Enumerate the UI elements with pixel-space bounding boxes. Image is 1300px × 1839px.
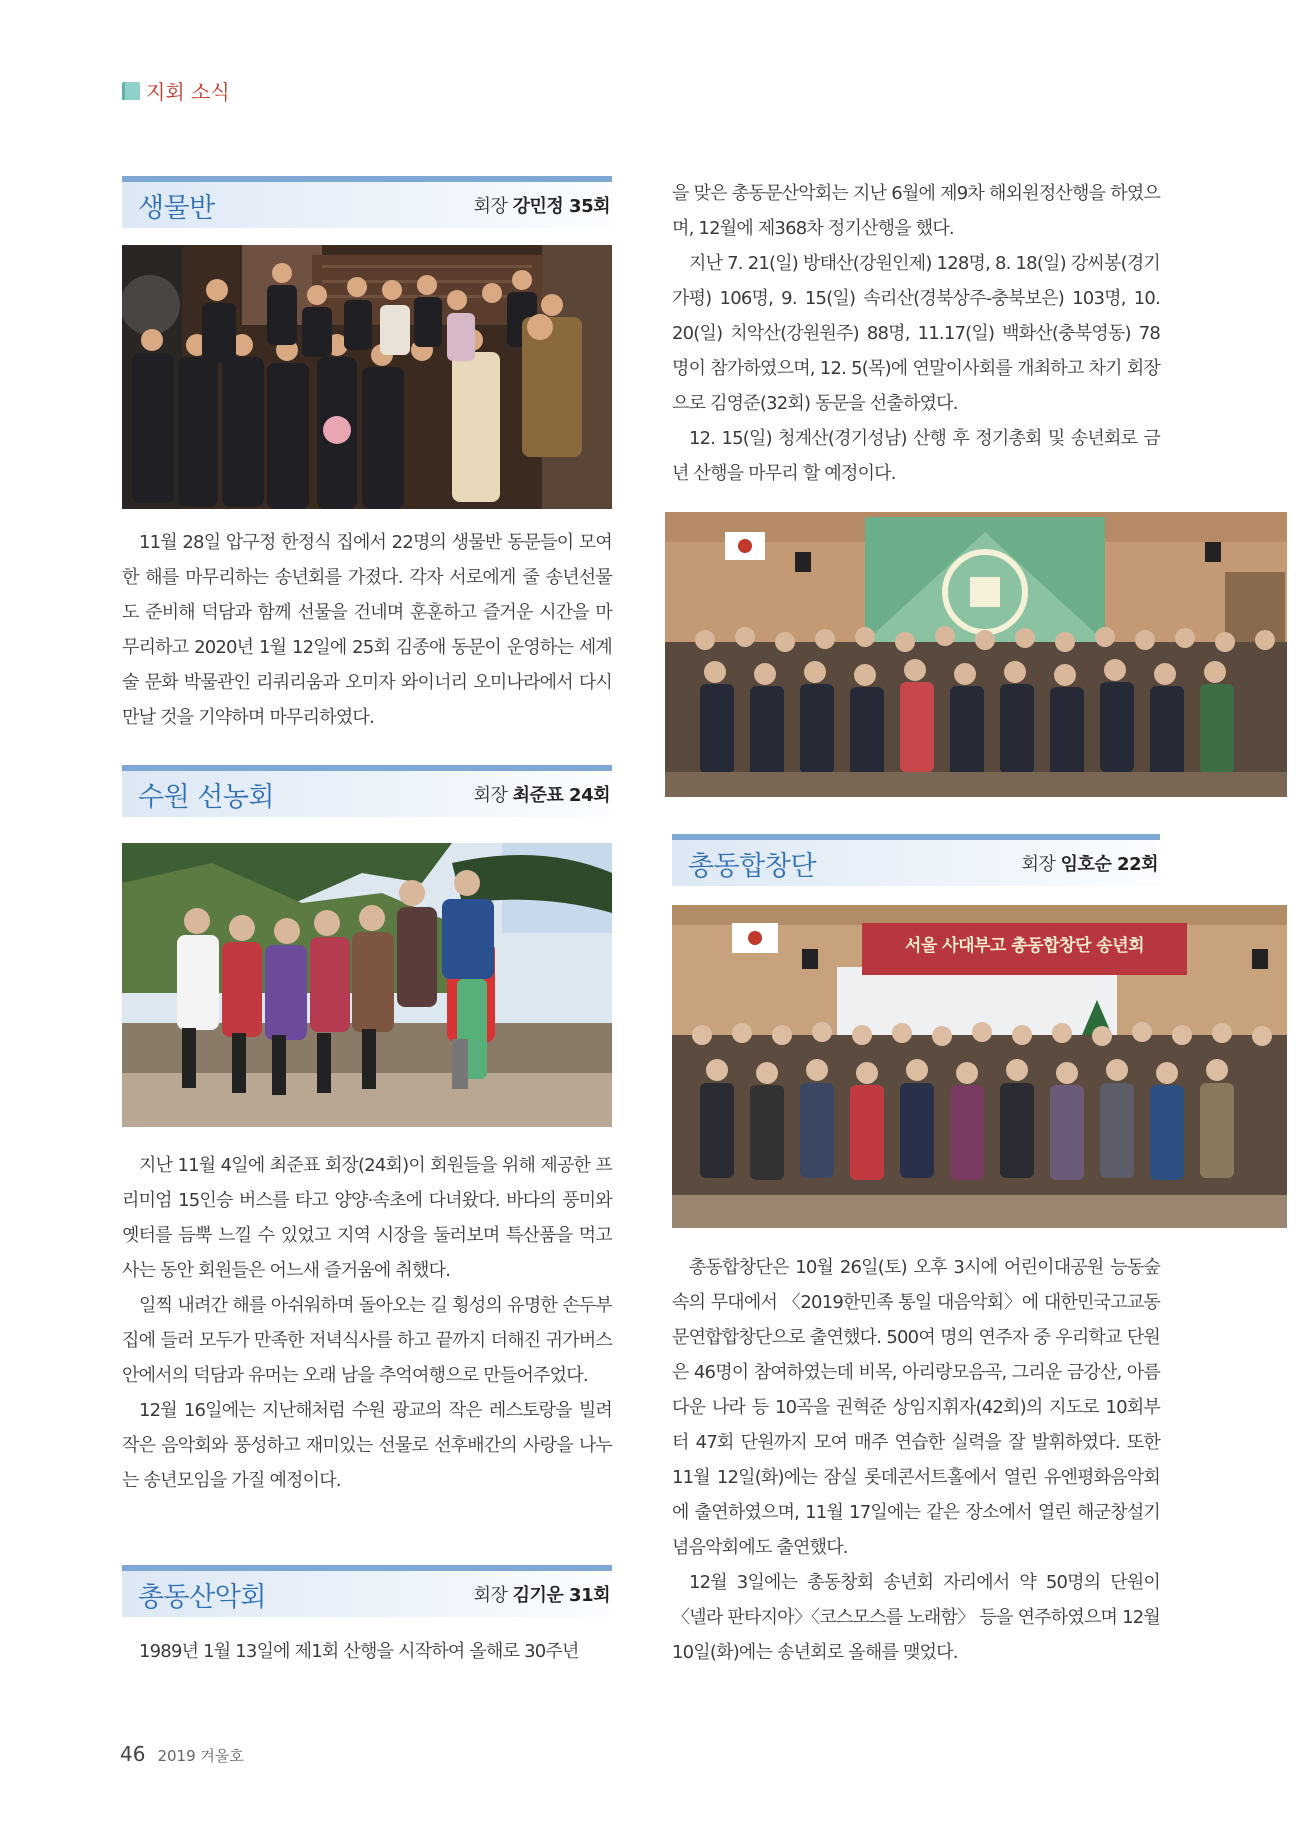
issue-label: 2019 겨울호 [157, 1747, 244, 1765]
section-president [474, 1581, 612, 1607]
president-name: 최준표 24회 [512, 785, 610, 806]
paragraph: 지난 11월 4일에 최준표 회장(24회)이 회원들을 위해 제공한 프리미엄 15인승 버스를 타고 양양·속초에 다녀왔다. 바다의 풍미와 옛터를 듬뿍 느낄 수 있었고 지역 시장을 둘러보며 특산품을 먹고 사는 동안 회원들은 어느새 즐거움에 취했다. [122, 1155, 612, 1281]
section-header-choir [672, 834, 1160, 886]
section-president [474, 192, 612, 218]
body-text-bio [122, 525, 612, 735]
section-title: 총동산악회 [138, 1581, 266, 1613]
president-name: 강민정 35회 [512, 196, 610, 217]
body-text-suwon [122, 1148, 612, 1498]
paragraph: 1989년 1월 13일에 제1회 산행을 시작하여 올해로 30주년 [139, 1641, 579, 1662]
body-text-sanak-start [122, 1634, 612, 1669]
president-name: 김기운 31회 [512, 1585, 610, 1606]
paragraph: 12. 15(일) 청계산(경기성남) 산행 후 정기총회 및 송년회로 금년 산행을 마무리 할 예정이다. [672, 428, 1160, 484]
photo-choir-group [672, 905, 1287, 1228]
president-label: 회장 [1021, 854, 1056, 875]
section-header-bio [122, 176, 612, 228]
section-label [122, 76, 230, 105]
section-header-suwon [122, 765, 612, 817]
body-text-choir [672, 1250, 1160, 1670]
paragraph: 12월 16일에는 지난해처럼 수원 광교의 작은 레스토랑을 빌려 작은 음악회와 풍성하고 재미있는 선물로 선후배간의 사랑을 나누는 송년모임을 가질 예정이다. [122, 1400, 612, 1491]
page-footer [120, 1742, 244, 1766]
section-title: 생물반 [138, 192, 215, 224]
paragraph: 을 맞은 총동문산악회는 지난 6월에 제9차 해외원정산행을 하였으며, 12월에 제368차 정기산행을 했다. [672, 183, 1160, 239]
book-icon [122, 82, 140, 100]
section-title: 총동합창단 [688, 850, 816, 882]
paragraph: 지난 7. 21(일) 방태산(강원인제) 128명, 8. 18(일) 강씨봉(경기가평) 106명, 9. 15(일) 속리산(경북상주-충북보은) 103명, 10. 20(일) 치악산(강원원주) 88명, 11.17(일) 백화산(충북영동) 78명이 참가하였으며, 12. 5(목)에 연말이사회를 개최하고 차기 회장으로 김영준(32회) 동문을 선출하였다. [672, 253, 1160, 414]
photo-bio-group [122, 245, 612, 509]
paragraph: 일찍 내려간 해를 아쉬워하며 돌아오는 길 횡성의 유명한 손두부집에 들러 모두가 만족한 저녁식사를 하고 끝까지 더해진 귀가버스 안에서의 덕담과 유머는 오래 남을 추억여행으로 만들어주었다. [122, 1295, 612, 1386]
president-name: 임호순 22회 [1060, 854, 1158, 875]
choir-banner-text: 서울 사대부고 총동합창단 송년회 [904, 936, 1145, 956]
photo-sanak-group [665, 512, 1287, 797]
president-label: 회장 [473, 196, 508, 217]
body-text-sanak-continued [672, 176, 1160, 491]
section-label-text: 지회 소식 [146, 80, 230, 104]
section-title: 수원 선농회 [138, 781, 274, 813]
section-president [474, 781, 612, 807]
photo-suwon-group [122, 843, 612, 1127]
president-label: 회장 [473, 785, 508, 806]
president-label: 회장 [473, 1585, 508, 1606]
paragraph: 11월 28일 압구정 한정식 집에서 22명의 생물반 동문들이 모여 한 해를 마무리하는 송년회를 가졌다. 각자 서로에게 줄 송년선물도 준비해 덕담과 함께 선물을 건네며 훈훈하고 즐거운 시간을 마무리하고 2020년 1월 12일에 25회 김종애 동문이 운영하는 세계 술 문화 박물관인 리쿼리움과 오미자 와이너리 오미나라에서 다시 만날 것을 기약하며 마무리하였다. [122, 532, 612, 728]
section-header-sanak [122, 1565, 612, 1617]
page-number: 46 [120, 1742, 146, 1766]
paragraph: 12월 3일에는 총동창회 송년회 자리에서 약 50명의 단원이 〈넬라 판타지아〉〈코스모스를 노래함〉 등을 연주하였으며 12월 10일(화)에는 송년회로 올해를 맺었다. [672, 1572, 1160, 1663]
paragraph: 총동합창단은 10월 26일(토) 오후 3시에 어린이대공원 능동숲속의 무대에서 〈2019한민족 통일 대음악회〉에 대한민국고교동문연합합창단으로 출연했다. 500여 명의 연주자 중 우리학교 단원은 46명이 참여하였는데 비목, 아리랑모음곡, 그리운 금강산, 아름다운 나라 등 10곡을 권혁준 상임지휘자(42회)의 지도로 10회부터 47회 단원까지 모여 매주 연습한 실력을 잘 발휘하였다. 또한 11월 12일(화)에는 잠실 롯데콘서트홀에서 열린 유엔평화음악회에 출연하였으며, 11월 17일에는 같은 장소에서 열린 해군창설기념음악회에도 출연했다. [672, 1257, 1160, 1558]
section-president [1022, 850, 1160, 876]
